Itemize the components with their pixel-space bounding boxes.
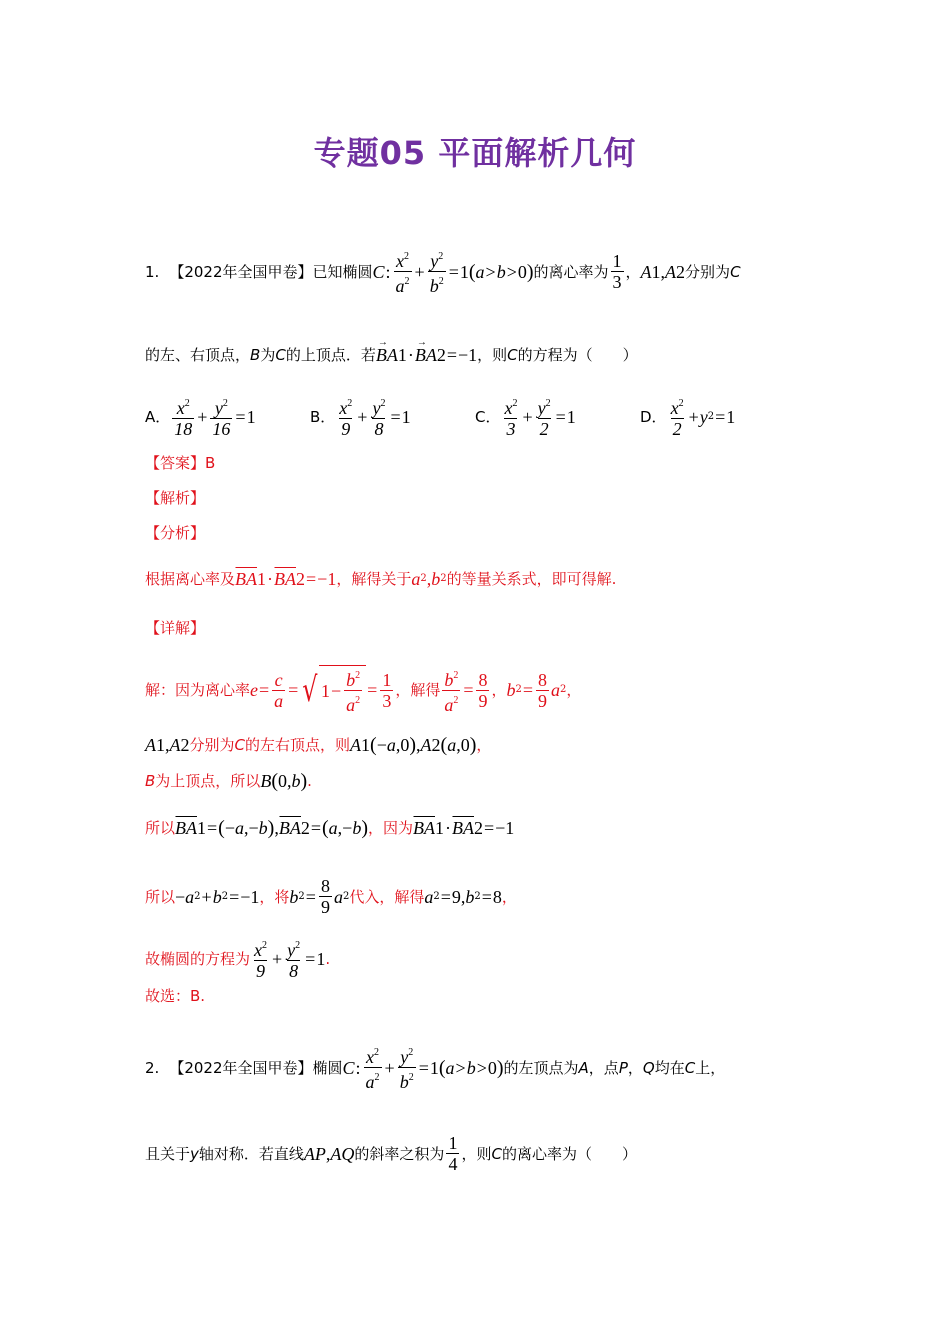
q1-detail-line-1: 解：因为离心率 e = $\frac{c}{a}$ = √ 1 − $\frac{b^2}{a^2}$ = $\frac{1}{3}$ ，解得 $\frac{b^2}{a^2}$ = $\frac{8}{9}$ ， b 2 = $\frac{8}{9}$ a 2 ， bbox=[145, 665, 581, 715]
q1-stem-line-1: 1. 【2022年全国甲卷】 已知椭圆 C : $\frac{x^2}{a^2}$ + $\frac{y^2}{b^2}$ = 1 ( a > b > 0 ) 的离心率为 $\frac{1}{3}$ ， A 1 , A 2 分别为 C bbox=[145, 251, 741, 296]
q1-analysis-sub: 【分析】 bbox=[145, 524, 206, 542]
q1-option-b[interactable]: B． $\frac{x^2}{9}$ + $\frac{y^2}{8}$ = 1 bbox=[310, 398, 411, 439]
q1-analysis-text: 根据离心率及 BA 1 · BA 2 = −1 ，解得关于 a 2 , b 2 的等量关系式，即可得解. bbox=[145, 569, 617, 589]
q1-analysis-tag: 【解析】 bbox=[145, 489, 206, 507]
q1-stem-line-2: 的左、右顶点， B 为 C 的上顶点．若 → B A 1 · → B A 2 = −1 ，则 C 的方程为（ ） bbox=[145, 345, 638, 365]
q1-detail-line-3: B 为上顶点，所以 B ( 0, b ) . bbox=[145, 770, 312, 792]
q1-detail-line-4: 所以 BA 1 = ( − a ,− b ) , BA 2 = ( a ,− b ) ，因为 BA 1 · BA 2 = −1 bbox=[145, 817, 515, 839]
q1-option-d[interactable]: D． $\frac{x^2}{2}$ + y 2 = 1 bbox=[640, 398, 736, 439]
q1-detail-line-2: A 1 , A 2 分别为 C 的左右顶点，则 A 1 ( − a ,0 ) , A 2 ( a ,0 ) ， bbox=[145, 734, 492, 756]
q1-source: 【2022年全国甲卷】 bbox=[169, 262, 313, 281]
q2-number: 2. bbox=[145, 1058, 160, 1077]
q1-detail-tag: 【详解】 bbox=[145, 619, 206, 637]
q1-option-c[interactable]: C． $\frac{x^2}{3}$ + $\frac{y^2}{2}$ = 1 bbox=[475, 398, 576, 439]
q1-detail-line-6: 故椭圆的方程为 $\frac{x^2}{9}$ + $\frac{y^2}{8}$ = 1 . bbox=[145, 940, 331, 981]
q2-stem-line-1: 2. 【2022年全国甲卷】 椭圆 C : $\frac{x^2}{a^2}$ + $\frac{y^2}{b^2}$ = 1 ( a > b > 0 ) 的左顶点为 A ，点 P ， Q 均在 C 上， bbox=[145, 1047, 726, 1092]
q1-answer-value: B bbox=[205, 454, 216, 472]
q2-stem-line-2: 且关于 y 轴对称．若直线 AP , AQ 的斜率之积为 $\frac{1}{4}$ ，则 C 的离心率为（ ） bbox=[145, 1133, 637, 1174]
page-title: 专题05 平面解析几何 bbox=[313, 134, 637, 172]
q2-source: 【2022年全国甲卷】 bbox=[169, 1058, 313, 1077]
q1-detail-line-5: 所以 − a 2 + b 2 = −1 ，将 b 2 = $\frac{8}{9}$ a 2 代入，解得 a 2 = 9, b 2 = 8 ， bbox=[145, 876, 517, 917]
q1-detail-line-7: 故选：B. bbox=[145, 987, 206, 1005]
q1-number: 1. bbox=[145, 262, 160, 281]
q1-answer: 【答案】 B bbox=[145, 454, 216, 472]
q1-option-a[interactable]: A． $\frac{x^2}{18}$ + $\frac{y^2}{16}$ = 1 bbox=[145, 398, 256, 439]
